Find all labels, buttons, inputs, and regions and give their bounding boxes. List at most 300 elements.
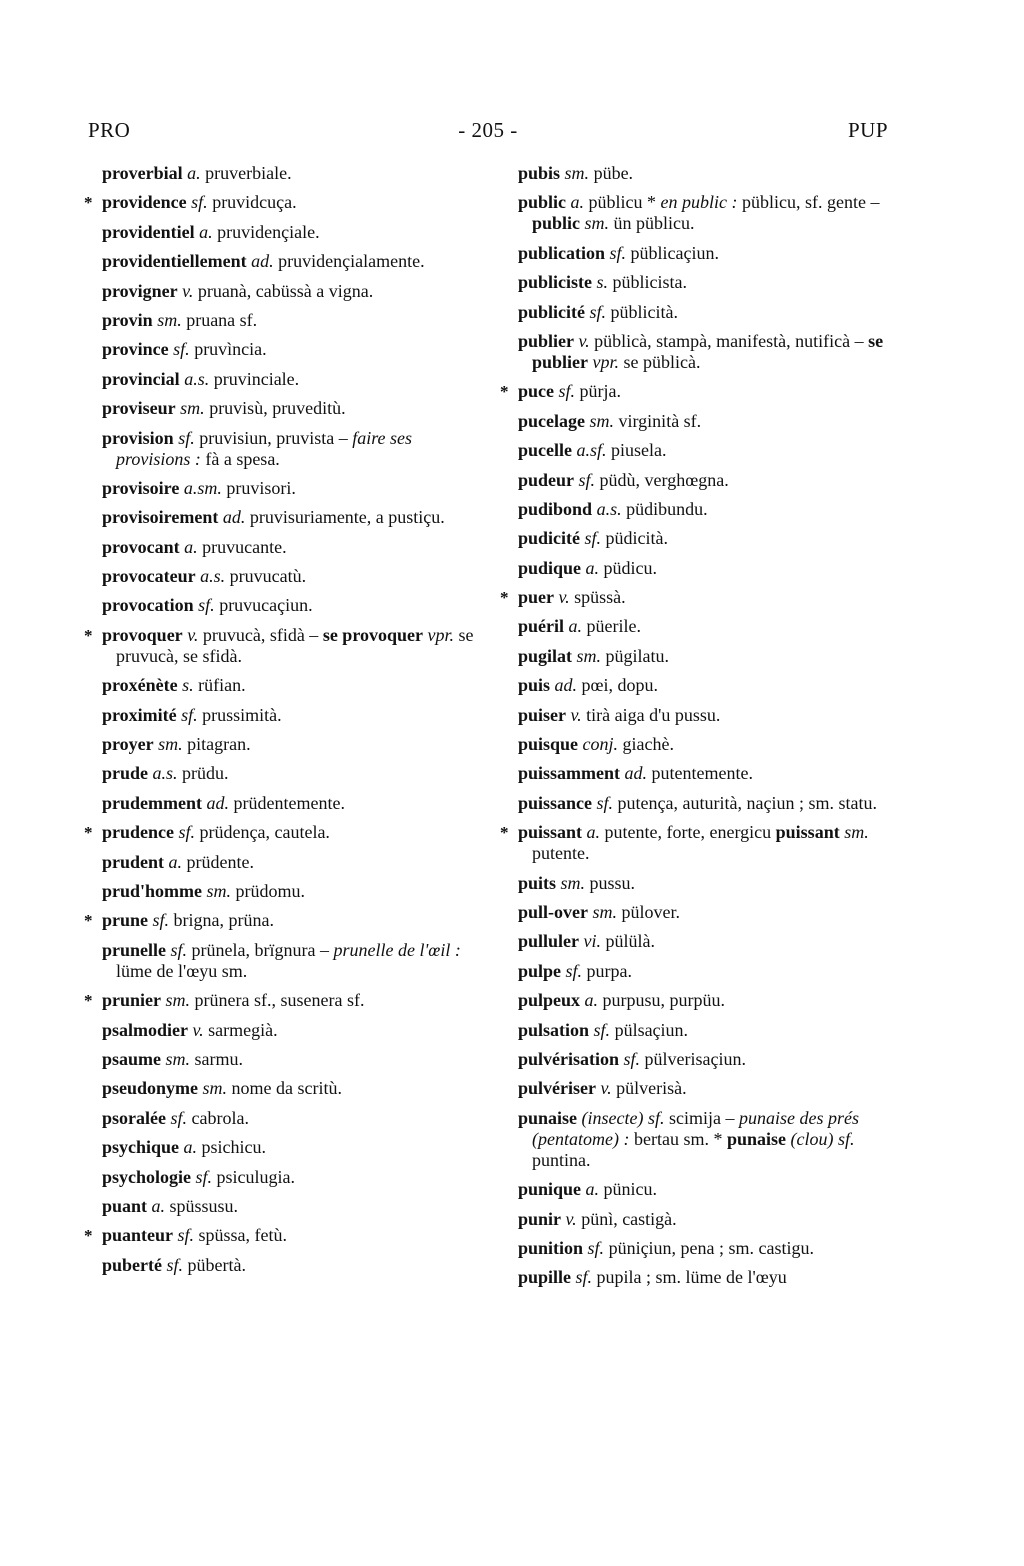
dictionary-entry [518,528,900,549]
entry-grammar: a. [568,616,583,637]
entry-translation: püerile. [586,616,641,637]
entry-translation: brigna, prüna. [173,910,274,931]
entry-headword: punir [518,1208,562,1229]
entry-translation: püblicà, stampà, manifestà, nutificà – [594,330,864,351]
entry-translation: cabrola. [191,1107,249,1128]
entry-grammar: sm. [165,1048,191,1069]
entry-headword: psalmodier [102,1019,189,1040]
entry-headword: publiciste [518,272,593,293]
entry-grammar: v. [570,704,582,725]
left-column [84,163,484,1284]
entry-example: prunelle de l'œil : [333,939,461,960]
entry-headword: provocation [102,595,194,616]
entry-grammar: sf. [195,1166,213,1187]
entry-headword: public [518,192,567,213]
dictionary-entry [518,1179,900,1200]
entry-grammar: conj. [582,734,619,755]
entry-translation: prüdomu. [235,880,306,901]
dictionary-entry [102,1137,484,1158]
entry-translation: purpusu, purpüu. [602,990,726,1011]
entry-grammar: (insecte) sf. [581,1107,665,1128]
entry-headword: puissamment [518,763,621,784]
entry-marker: * [84,193,93,213]
dictionary-entry [102,369,484,390]
entry-headword: proyer [102,734,154,755]
dictionary-entry [102,537,484,558]
dictionary-entry [102,1078,484,1099]
entry-translation-2: se püblicà. [623,351,701,372]
entry-translation: giachè. [622,734,675,755]
entry-headword: pseudonyme [102,1078,199,1099]
entry-grammar: sm. [576,645,602,666]
entry-translation: pruvucaçiun. [219,595,313,616]
entry-grammar: ad. [222,507,246,528]
entry-grammar: a. [585,557,600,578]
entry-translation-2: lüme de l'œyu sm. [116,960,248,981]
dictionary-entry [102,507,484,528]
entry-translation: pübe. [593,163,634,183]
entry-grammar: sf. [593,1019,611,1040]
entry-translation: pülover. [621,901,681,922]
dictionary-entry [500,822,900,864]
entry-translation: prünera sf., susenera sf. [194,990,365,1011]
entry-grammar: v. [187,624,199,645]
entry-grammar: sf. [198,595,215,616]
entry-headword: puissance [518,792,593,813]
dictionary-entry [518,1020,900,1041]
entry-grammar: a. [168,851,183,872]
entry-subgrammar: sm. [844,822,869,843]
entry-translation: putente, forte, energicu [604,822,772,843]
dictionary-entry [518,440,900,461]
entry-headword: publier [518,330,575,351]
dictionary-entry [102,881,484,902]
entry-grammar: s. [182,675,194,696]
entry-headword: publication [518,242,606,263]
entry-grammar: v. [192,1019,204,1040]
entry-grammar: sf. [587,1237,605,1258]
entry-headword: pudibond [518,498,593,519]
entry-grammar: sm. [589,410,615,431]
entry-subheadword: se publier [532,330,884,372]
entry-translation: sarmegià. [208,1019,278,1040]
entry-headword: pulvérisation [518,1048,620,1069]
entry-grammar: sm. [560,872,586,893]
entry-translation: pünì, castigà. [581,1208,677,1229]
entry-translation-2: püblicu, sf. gente – [742,192,880,213]
entry-subheadword: punaise [726,1128,786,1149]
entry-headword: prudence [102,822,174,843]
entry-headword: puce [518,381,554,402]
entry-translation: pruvisori. [226,477,296,498]
entry-translation-2: se pruvucà, se sfidà. [116,624,474,666]
dictionary-entry [102,675,484,696]
entry-headword: pubis [518,163,561,183]
dictionary-entry [84,822,484,843]
entry-grammar: sf. [578,469,596,490]
entry-marker: * [500,823,509,843]
dictionary-entry [102,1255,484,1276]
entry-translation: purpa. [586,960,633,981]
entry-translation: pünicu. [603,1179,658,1200]
dictionary-entry [102,281,484,302]
entry-headword: puissant [518,822,583,843]
entry-headword: provoquer [102,624,183,645]
entry-grammar: sm. [157,309,182,330]
entry-translation: spüssà. [574,587,626,608]
entry-subheadword: public [532,213,581,234]
entry-headword: prunelle [102,939,167,960]
dictionary-entry [102,339,484,360]
entry-translation: prüdentemente. [233,792,345,813]
entry-translation: püdicità. [605,528,669,549]
entry-grammar: a. [570,192,585,213]
entry-grammar: s. [596,272,609,293]
dictionary-entry [518,793,900,814]
dictionary-entry [518,763,900,784]
entry-translation: pübertà. [187,1254,246,1275]
entry-marker: * [500,382,509,402]
entry-translation: spüssa, fetù. [198,1225,288,1246]
entry-grammar: sf. [565,960,583,981]
entry-headword: prude [102,763,149,784]
dictionary-entry [518,1108,900,1171]
dictionary-entry [102,310,484,331]
entry-headword: puisque [518,734,579,755]
entry-grammar: sf. [177,1225,195,1246]
entry-translation: pussu. [589,872,636,893]
entry-headword: puéril [518,616,565,637]
entry-translation: püdibundu. [626,498,708,519]
entry-translation: pülülà. [605,931,656,952]
entry-grammar: a.s. [200,566,226,587]
entry-headword: pudique [518,557,582,578]
entry-grammar: a. [199,221,213,242]
entry-headword: pull-over [518,901,588,922]
entry-translation: spüssusu. [169,1195,239,1216]
entry-translation: pruvinciale. [213,368,300,389]
entry-headword: prune [102,910,149,931]
entry-translation: virginità sf. [618,410,702,431]
entry-headword: pulluler [518,931,580,952]
entry-translation: rüfian. [198,675,246,696]
entry-headword: providence [102,192,187,213]
dictionary-entry [518,873,900,894]
entry-grammar: a. [184,536,198,557]
entry-translation: püdù, verghœgna. [599,469,729,490]
entry-headword: providentiellement [102,251,247,272]
entry-grammar: ad. [624,763,648,784]
entry-translation: püblicaçiun. [630,242,720,263]
page-header [88,118,888,146]
entry-marker: * [84,1226,93,1246]
dictionary-entry [518,192,900,234]
entry-translation-2: bertau sm. * [633,1128,723,1149]
entry-grammar: sf. [178,822,196,843]
entry-headword: puiser [518,704,567,725]
entry-grammar: v. [565,1208,577,1229]
entry-headword: prudemment [102,792,202,813]
dictionary-entry [518,1238,900,1259]
dictionary-entry [102,852,484,873]
entry-grammar: v. [600,1078,612,1099]
entry-marker: * [84,823,93,843]
entry-subgrammar: vpr. [427,624,454,645]
dictionary-entry [102,1020,484,1041]
entry-translation: nome da scritù. [231,1078,343,1099]
entry-grammar: sf. [152,910,170,931]
entry-translation: piusela. [611,440,667,461]
dictionary-entry [102,793,484,814]
dictionary-entry [102,763,484,784]
entry-headword: pulpe [518,960,562,981]
dictionary-entry [500,587,900,608]
entry-headword: proxénète [102,675,178,696]
entry-translation: pügilatu. [605,645,670,666]
entry-grammar: sm. [206,880,232,901]
dictionary-entry [102,595,484,616]
right-column [500,163,900,1297]
entry-headword: psoralée [102,1107,166,1128]
entry-grammar: sf. [589,301,607,322]
dictionary-entry [518,302,900,323]
entry-translation: pruvidençiale. [217,221,320,242]
entry-translation: tirà aiga d'u pussu. [586,704,721,725]
entry-headword: prunier [102,990,162,1011]
entry-grammar: sf. [609,242,627,263]
entry-grammar: sf. [181,704,198,725]
entry-translation: prüdença, cautela. [199,822,330,843]
entry-translation: pruvucatù. [229,566,307,587]
entry-grammar: sf. [170,1107,187,1128]
dictionary-entry [102,1196,484,1217]
entry-grammar: a. [183,1137,198,1158]
entry-translation: pruvidcuça. [212,192,297,213]
entry-translation: pruvidençialamente. [278,251,425,272]
dictionary-entry [518,499,900,520]
entry-headword: publicité [518,301,586,322]
entry-headword: provision [102,427,174,448]
entry-grammar: sf. [178,427,195,448]
entry-translation: prüdu. [182,763,229,784]
entry-translation: pruvìncia. [194,339,267,360]
entry-grammar: v. [558,587,570,608]
dictionary-entry [102,1167,484,1188]
header-left-guideword: PRO [88,118,131,142]
dictionary-entry [102,222,484,243]
dictionary-entry [84,192,484,213]
entry-grammar: sm. [564,163,590,183]
entry-translation: püdicu. [603,557,658,578]
entry-headword: provisoirement [102,507,219,528]
entry-translation-3: puntina. [532,1149,591,1170]
dictionary-entry [102,566,484,587]
entry-translation: püblicità. [610,301,679,322]
entry-grammar: vi. [583,931,602,952]
dictionary-entry [518,902,900,923]
dictionary-entry [102,251,484,272]
dictionary-entry [102,398,484,419]
dictionary-entry [518,331,900,373]
entry-headword: pudeur [518,469,575,490]
dictionary-entry [84,624,484,667]
entry-translation: psichicu. [201,1137,267,1158]
entry-marker: * [84,625,93,645]
entry-translation: putença, auturità, naçiun ; sm. statu. [617,792,877,813]
entry-translation: psiculugia. [216,1166,296,1187]
entry-grammar: sm. [180,398,205,419]
entry-grammar: a. [187,163,201,183]
entry-translation: püblicu * [588,192,657,213]
entry-grammar: a.sm. [183,477,222,498]
entry-grammar: sm. [158,734,183,755]
entry-grammar: sf. [584,528,602,549]
dictionary-entry [84,1225,484,1246]
entry-grammar: sf. [173,339,190,360]
entry-translation: pruana sf. [186,309,258,330]
dictionary-entry [518,616,900,637]
entry-translation: pruvisù, pruveditù. [209,398,346,419]
dictionary-entry [518,1078,900,1099]
entry-headword: puer [518,587,554,608]
entry-headword: puanteur [102,1225,174,1246]
dictionary-entry [518,1049,900,1070]
entry-grammar: ad. [251,251,274,272]
entry-translation: scimija – [669,1107,735,1128]
entry-marker: * [84,991,93,1011]
entry-grammar: sf. [170,939,188,960]
dictionary-entry [518,243,900,264]
entry-example: punaise des prés (pentatome) : [532,1107,859,1149]
entry-grammar: a. [151,1195,166,1216]
entry-grammar: ad. [206,792,229,813]
entry-grammar: sf. [575,1267,593,1288]
entry-headword: providentiel [102,221,195,242]
dictionary-entry [102,734,484,755]
entry-headword: puis [518,675,551,696]
entry-subgrammar: vpr. [592,351,620,372]
entry-headword: punition [518,1237,584,1258]
dictionary-entry [518,1267,900,1288]
entry-translation: pülsaçiun. [614,1019,689,1040]
entry-grammar: a.s. [596,498,622,519]
entry-headword: provisoire [102,477,180,498]
entry-grammar: sf. [623,1048,641,1069]
entry-headword: puberté [102,1254,162,1275]
entry-translation: prussimità. [202,704,282,725]
entry-translation: pœi, dopu. [581,675,659,696]
dictionary-entry [518,931,900,952]
entry-grammar: sm. [592,901,618,922]
entry-grammar: v. [578,330,590,351]
entry-marker: * [84,911,93,931]
dictionary-entry [518,558,900,579]
entry-headword: pupille [518,1267,572,1288]
entry-grammar: sf. [596,792,614,813]
entry-headword: puant [102,1195,148,1216]
entry-marker: * [500,588,509,608]
dictionary-entry [518,411,900,432]
header-right-guideword: PUP [847,118,888,142]
entry-headword: prud'homme [102,880,203,901]
dictionary-entry [518,272,900,293]
entry-translation: pruvucà, sfidà – [202,624,319,645]
entry-grammar: a. [585,1179,600,1200]
dictionary-entry [518,163,900,184]
entry-example: faire ses provisions : [116,427,413,469]
entry-grammar: v. [182,280,194,301]
entry-translation: pülverisà. [616,1078,687,1099]
entry-grammar: a.s. [184,368,210,389]
entry-grammar: sf. [558,381,576,402]
entry-grammar: a.sf. [576,440,607,461]
dictionary-entry [102,478,484,499]
entry-headword: prudent [102,851,165,872]
entry-headword: pudicité [518,528,581,549]
dictionary-entry [518,675,900,696]
dictionary-entry [102,940,484,982]
entry-subheadword: se provoquer [322,624,423,645]
entry-translation: pürja. [579,381,621,402]
dictionary-entry [102,163,484,184]
entry-headword: psychologie [102,1166,192,1187]
entry-example: en public : [660,192,738,213]
dictionary-entry [518,961,900,982]
entry-grammar: a. [586,822,601,843]
entry-grammar: a.s. [152,763,178,784]
entry-headword: provigner [102,280,178,301]
entry-translation-2: putente. [532,843,590,864]
entry-grammar: a. [584,990,599,1011]
dictionary-entry [102,705,484,726]
entry-subgrammar: (clou) sf. [790,1128,855,1149]
entry-translation: püblicista. [612,272,688,293]
dictionary-entry [518,470,900,491]
entry-headword: pugilat [518,645,573,666]
entry-headword: pulsation [518,1019,590,1040]
entry-grammar: sf. [191,192,208,213]
dictionary-entry [84,990,484,1011]
entry-headword: pulvériser [518,1078,596,1099]
entry-headword: punaise [518,1107,578,1128]
page-number: - 205 - [458,118,518,142]
entry-translation: putentemente. [651,763,753,784]
entry-translation: pruvucante. [202,536,287,557]
entry-headword: puits [518,872,557,893]
entry-translation: pruanà, cabüssà a vigna. [197,280,374,301]
entry-translation: pülverisaçiun. [644,1048,747,1069]
entry-headword: punique [518,1179,582,1200]
entry-subheadword: puissant [775,822,840,843]
dictionary-entry [102,1049,484,1070]
entry-headword: proviseur [102,398,176,419]
entry-grammar: sm. [165,990,191,1011]
entry-translation: püniçiun, pena ; sm. castigu. [608,1237,815,1258]
entry-headword: pucelle [518,440,572,461]
entry-headword: proverbial [102,163,183,183]
entry-headword: provocant [102,536,180,557]
entry-translation: sarmu. [194,1048,244,1069]
dictionary-entry [102,428,484,470]
entry-translation-3: ün püblicu. [613,213,695,234]
entry-translation: pupila ; sm. lüme de l'œyu [596,1267,787,1288]
dictionary-entry [102,1108,484,1129]
dictionary-entry [518,705,900,726]
entry-headword: provocateur [102,566,196,587]
entry-headword: psychique [102,1137,180,1158]
entry-grammar: sf. [166,1254,184,1275]
entry-subgrammar: sm. [584,213,610,234]
